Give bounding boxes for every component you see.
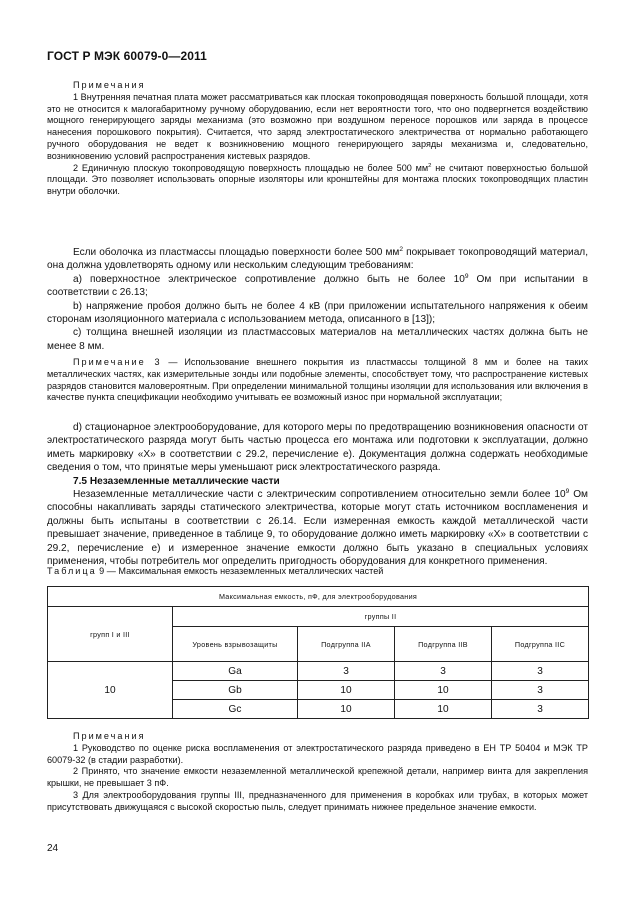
table-row	[48, 662, 589, 681]
subgroup-iic-header: Подгруппа IIC	[492, 627, 589, 662]
iic-cell: 3	[492, 700, 589, 719]
item-b: b) напряжение пробоя должно быть не более 4 кВ (при приложении испытательного напряжения к обеим сторонам изоляционного материала с использованием метода, описанного в [13]);	[47, 300, 588, 326]
notes-block-1	[47, 80, 588, 198]
table-top-header: Максимальная емкость, пФ, для электрооборудования	[48, 587, 589, 607]
note-1: 1 Внутренняя печатная плата может рассматриваться как плоская токопроводящая поверхность большой площади, хотя это не относится к малогабаритному ручному оборудованию, если нет вероятности того, что оно подвергнется воздействию мощного генерирующего заряды механизма (это возможно при воздушном переносе порошков или заряда в процессе нанесения порошкового покрытия). Считается, что заряд электростатического электричества от нормально работающего ручного оборудования не ведет к возникновению мощного генерирующего заряды механизма и, следовательно, возникновению условий распространения кистевых разрядов.	[47, 91, 588, 161]
level-cell: Ga	[173, 662, 298, 681]
page-number: 24	[47, 843, 59, 854]
iib-cell: 10	[395, 700, 492, 719]
notes-block-2	[47, 731, 588, 814]
iib-cell: 3	[395, 662, 492, 681]
iia-cell: 3	[298, 662, 395, 681]
table-group-row	[48, 607, 589, 627]
paragraph-enclosure: Если оболочка из пластмассы площадью поверхности более 500 $мм^2$ покрывает токопроводящий материал, она должна удовлетворять одному или нескольким следующим требованиям:	[47, 246, 589, 272]
capacitance-table	[47, 586, 589, 719]
table-header-row	[48, 587, 589, 607]
main-text-1	[47, 246, 588, 353]
item-d: d) стационарное электрооборудование, для которого меры по предотвращению возникновения опасности от электростатического разряда могут быть частью процесса его монтажа или подготовки к эксплуатации, должно иметь маркировку «X» в соответствии с 29.2, перечисление е). Документация должна содержать необходимые сведения о том, что принятые меры уменьшают риск электростатического разряда.	[47, 422, 588, 474]
main-text-2	[47, 421, 588, 568]
note-2: 2 Единичную плоскую токопроводящую поверхность площадью не более 500 $мм^2$ не считают поверхностью большой площади. Это позволяет использовать опорные изоляторы или кронштейны для монтажа плоских токопроводящих пластин внутри оболочки.	[47, 162, 588, 197]
item-c: c) толщина внешней изоляции из пластмассовых материалов на металлических частях должна быть не менее 8 мм.	[47, 327, 588, 352]
iia-cell: 10	[298, 700, 395, 719]
document-header: ГОСТ Р МЭК 60079-0—2011	[47, 49, 207, 63]
note-3: Примечание 3 — Использование внешнего покрытия из пластмассы толщиной 8 мм и более на таких металлических частях, как измерительные зонды или подобные элементы, способствует тому, что распространение кистевых разрядов становится маловероятным. При определении минимальной толщины изоляции для использования или включения в качестве пункта спецификации необходимо учитывать ее возможный износ при нормальной эксплуатации;	[47, 357, 588, 403]
paragraph-metal-parts: Незаземленные металлические части с электрическим сопротивлением относительно земли более $10^9$ Ом способны накапливать заряды статического электричества, которые могут стать источником воспламенения и должны быть испытаны в соответствии с 26.14. Если измеренная емкость каждой металлической части превышает значение, приведенное в таблице 9, то оборудование должно иметь маркировку «X» в соответствии с 29.2, перечисление е) и измеренное значение емкости должно быть указано в специальных условиях применения, чтобы потребитель мог определить пригодность оборудования для конкретного применения.	[47, 488, 588, 568]
iic-cell: 3	[492, 662, 589, 681]
level-cell: Gb	[173, 681, 298, 700]
subgroup-iib-header: Подгруппа IIB	[395, 627, 492, 662]
notes-heading: Примечания	[73, 731, 146, 741]
iia-cell: 10	[298, 681, 395, 700]
note-3-block	[47, 357, 588, 404]
note-3: 3 Для электрооборудования группы III, предназначенного для применения в коробках или трубах, в которых может присутствовать движущаяся с высокой скоростью пыль, следует принимать нижнее предельное значение емкости.	[47, 789, 588, 812]
subgroup-iia-header: Подгруппа IIA	[298, 627, 395, 662]
item-a: a) поверхностное электрическое сопротивление должно быть не более $10^9$ Ом при испытании в соответствии с 26.13;	[47, 272, 588, 299]
note-1: 1 Руководство по оценке риска воспламенения от электростатического разряда приведено в ЕН ТР 50404 и МЭК ТР 60079-32 (в стадии разработки).	[47, 742, 588, 765]
iib-cell: 10	[395, 681, 492, 700]
group-i-iii-header: групп I и III	[48, 607, 173, 662]
level-cell: Gc	[173, 700, 298, 719]
table-caption: Таблица 9 — Максимальная емкость незаземленных металлических частей	[47, 566, 384, 576]
protection-level-header: Уровень взрывозащиты	[173, 627, 298, 662]
notes-heading: Примечания	[73, 80, 146, 90]
group-ii-header: группы II	[173, 607, 589, 627]
group-i-iii-value: 10	[48, 662, 173, 719]
note-2: 2 Принято, что значение емкости незаземленной металлической крепежной детали, например винта для закрепления крышки, не превышает 3 пФ.	[47, 766, 588, 789]
iic-cell: 3	[492, 681, 589, 700]
section-heading: 7.5 Незаземленные металлические части	[73, 475, 280, 487]
